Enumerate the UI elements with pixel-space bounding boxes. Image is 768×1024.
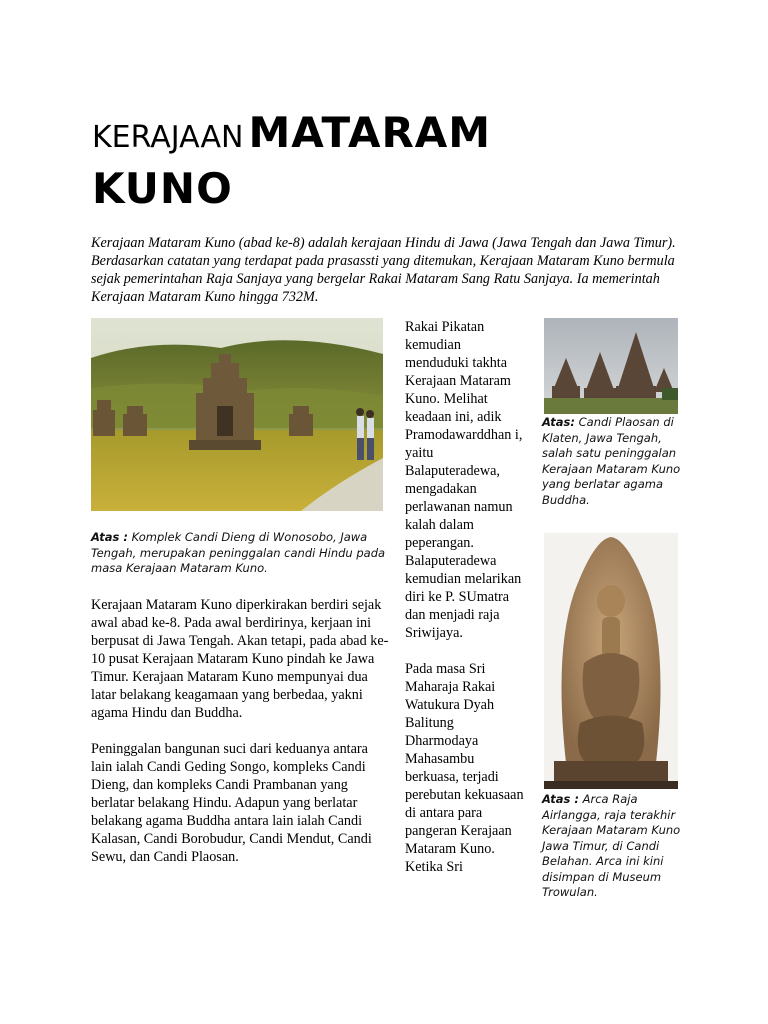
caption-arca-airlangga bbox=[542, 792, 682, 901]
title-line2: KUNO bbox=[92, 164, 233, 213]
title-prefix: KERAJAAN bbox=[92, 120, 244, 155]
column-2-paragraph-2: Pada masa Sri Maharaja Rakai Watukura Dyah Balitung Dharmodaya Mahasambu berkuasa, terjadi perebutan kekuasaan di antara para pangeran Kerajaan Mataram Kuno. Ketika Sri bbox=[405, 661, 524, 875]
title-main: MATARAM bbox=[248, 108, 492, 157]
photo-candi-dieng bbox=[91, 318, 383, 511]
caption-text: Arca Raja Airlangga, raja terakhir Kerajaan Mataram Kuno Jawa Timur, di Candi Belahan. Arca ini kini disimpan di Museum Trowulan. bbox=[542, 792, 681, 899]
caption-candi-dieng bbox=[91, 530, 391, 577]
caption-text: Candi Plaosan di Klaten, Jawa Tengah, salah satu peninggalan Kerajaan Mataram Kuno yang berlatar agama Buddha. bbox=[542, 415, 681, 507]
intro-paragraph: Kerajaan Mataram Kuno (abad ke-8) adalah kerajaan Hindu di Jawa (Jawa Tengah dan Jawa Timur). Berdasarkan catatan yang terdapat pada prasassti yang ditemukan, Kerajaan Mataram Kuno bermula sejak pemerintahan Raja Sanjaya yang bergelar Rakai Mataram Sang Ratu Sanjaya. Ia memerintah Kerajaan Mataram Kuno hingga 732M. bbox=[91, 235, 676, 305]
caption-label: Atas : bbox=[91, 530, 128, 544]
column-1-paragraph-2: Peninggalan bangunan suci dari keduanya antara lain ialah Candi Geding Songo, kompleks Candi Dieng, dan kompleks Candi Prambanan yang berlatar belakang Hindu. Adapun yang berlatar belakang agama Buddha antara lain ialah Candi Kalasan, Candi Borobudur, Candi Mendut, Candi Sewu, dan Candi Plaosan. bbox=[91, 741, 372, 865]
caption-candi-plaosan bbox=[542, 415, 682, 508]
caption-label: Atas: bbox=[542, 415, 575, 429]
column-2-paragraph-1: Rakai Pikatan kemudian menduduki takhta Kerajaan Mataram Kuno. Melihat keadaan ini, adik Pramodawarddhan i, yaitu Balaputeradewa, mengadakan perlawanan namun kalah dalam peperangan. Balaputeradewa kemudian melarikan diri ke P. SUmatra dan menjadi raja Sriwijaya. bbox=[405, 319, 523, 641]
photo-arca-airlangga bbox=[544, 533, 678, 789]
caption-text: Komplek Candi Dieng di Wonosobo, Jawa Tengah, merupakan peninggalan candi Hindu pada masa Kerajaan Mataram Kuno. bbox=[91, 530, 386, 575]
photo-candi-plaosan bbox=[544, 318, 678, 414]
page-title bbox=[92, 108, 492, 157]
column-1-paragraph-1: Kerajaan Mataram Kuno diperkirakan berdiri sejak awal abad ke-8. Pada awal berdirinya, kerjaan ini berpusat di Jawa Tengah. Akan tetapi, pada abad ke-10 pusat Kerajaan Mataram Kuno pindah ke Jawa Timur. Kerajaan Mataram Kuno mempunyai dua latar belakang keagamaan yang berbedaa, yakni agama Hindu dan Buddha. bbox=[91, 597, 389, 721]
column-2 bbox=[405, 318, 527, 894]
caption-label: Atas : bbox=[542, 792, 579, 806]
column-1 bbox=[91, 596, 391, 884]
